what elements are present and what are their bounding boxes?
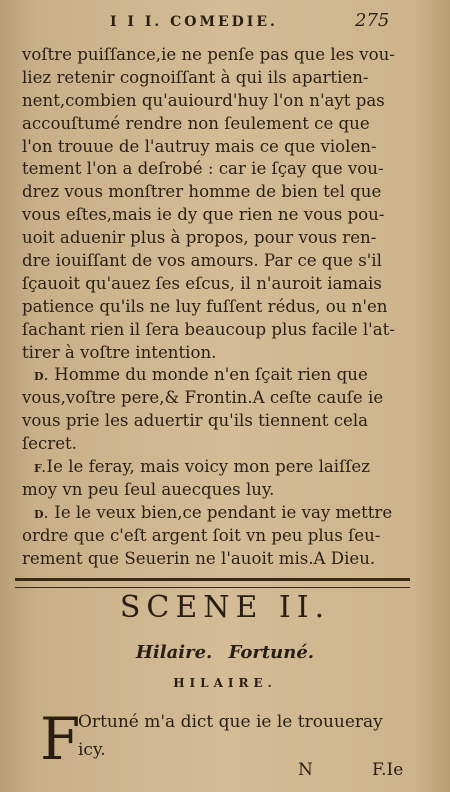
dialogue-line: ſecret.: [22, 434, 77, 454]
dialogue-line: D. Ie le veux bien,ce pendant ie vay mettre: [34, 502, 393, 522]
scene-characters: Hilaire. Fortuné.: [135, 642, 315, 663]
body-text: [22, 44, 422, 570]
page-number: 275: [355, 10, 390, 31]
text-line: l'on trouue de l'autruy mais ce que violen-: [22, 136, 377, 156]
speaker-initial: D.: [34, 370, 49, 384]
text-line: voſtre puiſſance,ie ne penſe pas que les vou-: [22, 45, 395, 64]
speaker-initial: D.: [34, 507, 49, 521]
text-line: tirer à voſtre intention.: [22, 342, 217, 362]
text-line: ſachant rien il ſera beaucoup plus facile l'at-: [22, 319, 395, 339]
text-line: accouſtumé rendre non ſeulement ce que: [22, 113, 370, 133]
verse-line: icy.: [78, 740, 106, 760]
text-line: uoit aduenir plus à propos, pour vous ren-: [22, 228, 377, 248]
dialogue-line: vous,voſtre pere,& Frontin.A ceſte cauſe ie: [22, 388, 384, 408]
text-line: tement l'on a deſrobé : car ie ſçay que vou-: [22, 159, 384, 179]
text-line: ſçauoit qu'auez ſes eſcus, il n'auroit iamais: [22, 273, 382, 293]
verse-line: Ortuné m'a dict que ie le trouueray: [78, 712, 383, 732]
text-line: patience qu'ils ne luy fuſſent rédus, ou n'en: [22, 296, 388, 316]
dialogue-line: F.Ie le feray, mais voicy mon pere laiſſez: [34, 457, 370, 477]
drop-cap: F: [40, 705, 81, 773]
dialogue-line: vous prie les aduertir qu'ils tiennent cela: [22, 411, 369, 431]
text-line: dre iouiſſant de vos amours. Par ce que s'il: [22, 251, 382, 271]
page-header: [0, 8, 450, 38]
speaker-initial: F.: [34, 462, 47, 476]
text-line: liez retenir cognoiſſant à qui ils apartien-: [22, 67, 369, 87]
text-line: drez vous monſtrer homme de bien tel que: [22, 182, 382, 202]
running-head: I I I. COMEDIE.: [110, 14, 278, 30]
speaker-heading: HILAIRE.: [173, 676, 277, 690]
signature-mark: N: [298, 760, 313, 780]
text-line: nent,combien qu'auiourd'huy l'on n'ayt pas: [22, 90, 385, 110]
dialogue-line: moy vn peu ſeul auecques luy.: [22, 479, 275, 499]
section-rule: [15, 578, 410, 588]
scene-title: SCENE II.: [119, 590, 331, 625]
dialogue-line: D. Homme du monde n'en ſçait rien que: [34, 365, 368, 385]
dialogue-line: rement que Seuerin ne l'auoit mis.A Dieu.: [22, 548, 376, 568]
dialogue-line: ordre que c'eſt argent ſoit vn peu plus ſeu-: [22, 525, 381, 545]
text-line: vous eſtes,mais ie dy que rien ne vous pou-: [22, 205, 385, 225]
catchword: F.Ie: [372, 760, 404, 780]
